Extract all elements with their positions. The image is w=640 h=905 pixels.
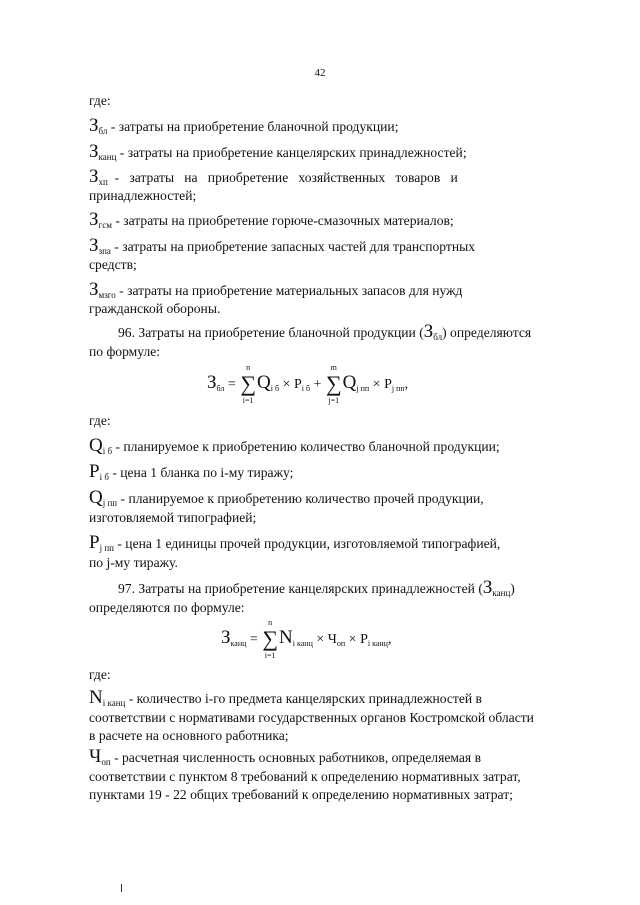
- scan-mark: [121, 884, 122, 892]
- definition-text: - расчетная численность основных работников, определяемая в: [110, 750, 481, 765]
- times-sign: ×: [282, 377, 291, 392]
- formula-z-kanc: [221, 618, 392, 660]
- definition-text: - затраты на приобретение хозяйственных товаров и: [107, 170, 458, 185]
- where-label-1: где:: [89, 93, 111, 108]
- definition-text: - планируемое к приобретению количество бланочной продукции;: [112, 439, 500, 454]
- subscript: зпа: [98, 246, 111, 256]
- definition-q-ib: [89, 435, 583, 462]
- symbol: З: [89, 209, 99, 230]
- subscript: канц: [98, 152, 117, 162]
- symbol: N: [89, 687, 103, 708]
- sum-lower-limit: i=1: [264, 651, 276, 660]
- sum-lower-limit: i=1: [242, 396, 254, 405]
- subscript: оп: [101, 757, 111, 767]
- equals-sign: =: [249, 632, 258, 647]
- p-symbol: P: [293, 377, 302, 392]
- definition-text: - цена 1 единицы прочей продукции, изготовляемой типографией,: [113, 536, 501, 551]
- paragraph-text: ) определяются: [442, 325, 532, 340]
- formula-end-comma: ,: [387, 632, 392, 647]
- where-label-2: где:: [89, 413, 111, 428]
- q-symbol: Q: [257, 372, 271, 393]
- sum-lower-limit: j=1: [328, 396, 340, 405]
- subscript: мзго: [98, 290, 116, 300]
- q-subscript: j пп: [356, 384, 370, 393]
- definition-text: - затраты на приобретение канцелярских принадлежностей;: [116, 145, 467, 160]
- symbol: З: [89, 279, 99, 300]
- sum-sign-1: ∑ n i=1: [240, 363, 256, 405]
- p-symbol: P: [384, 377, 392, 392]
- page-number: 42: [314, 67, 326, 79]
- subscript: хп: [98, 177, 108, 187]
- sum-sign: ∑ n i=1: [262, 618, 279, 660]
- subscript: i б: [102, 446, 113, 456]
- definition-p-jpp-cont: по j-му тиражу.: [89, 555, 178, 570]
- definition-z-zpa-cont: средств;: [89, 257, 137, 272]
- definition-z-hp-cont: принадлежностей;: [89, 188, 197, 203]
- times-sign: ×: [372, 377, 381, 392]
- paragraph-96-cont: по формуле:: [89, 344, 161, 359]
- definition-z-kanc: [89, 141, 583, 168]
- symbol: З: [89, 115, 99, 136]
- n-symbol: N: [279, 627, 293, 648]
- subscript: i б: [99, 472, 109, 482]
- definition-n-ikanc-cont2: в расчете на основного работника;: [89, 728, 289, 743]
- p-symbol: P: [360, 632, 368, 647]
- equals-sign: =: [227, 377, 236, 392]
- times-sign: ×: [348, 632, 357, 647]
- definition-q-jpp-cont: изготовляемой типографией;: [89, 510, 257, 525]
- subscript: бл: [98, 126, 108, 136]
- subscript: j пп: [99, 543, 114, 553]
- sum-sign-2: ∑ m j=1: [325, 363, 342, 405]
- symbol: Q: [89, 435, 103, 456]
- n-subscript: i канц: [292, 639, 313, 648]
- definition-z-bl: [89, 115, 583, 142]
- paragraph-text: 97. Затраты на приобретение канцелярских принадлежностей (: [118, 581, 483, 596]
- lhs-subscript: канц: [230, 639, 247, 648]
- definition-text: - затраты на приобретение запасных частей для транспортных: [110, 239, 476, 254]
- lhs-symbol: З: [221, 627, 231, 648]
- definition-text: - затраты на приобретение материальных запасов для нужд: [115, 283, 463, 298]
- p-subscript: i б: [301, 384, 311, 393]
- subscript: бл: [433, 332, 443, 342]
- formula-z-bl: [207, 363, 409, 405]
- p-subscript: j пп: [391, 384, 405, 393]
- ch-subscript: оп: [336, 639, 346, 648]
- paragraph-text: 96. Затраты на приобретение бланочной продукции (: [118, 325, 424, 340]
- definition-text: - затраты на приобретение бланочной продукции;: [107, 119, 399, 134]
- symbol: З: [482, 577, 493, 598]
- symbol: З: [89, 235, 99, 256]
- symbol: Q: [89, 487, 103, 508]
- symbol: З: [89, 141, 99, 162]
- definition-z-gsm: [89, 209, 583, 236]
- formula-end-comma: ,: [404, 377, 409, 392]
- symbol: Ч: [89, 746, 102, 767]
- p-subscript: i канц: [367, 639, 388, 648]
- subscript: гсм: [98, 220, 112, 230]
- lhs-subscript: бл: [216, 384, 225, 393]
- sum-upper-limit: n: [268, 618, 273, 627]
- symbol: З: [423, 321, 434, 342]
- definition-text: - цена 1 бланка по i-му тиражу;: [108, 465, 294, 480]
- definition-text: - количество i-го предмета канцелярских принадлежностей в: [125, 691, 482, 706]
- sum-upper-limit: n: [246, 363, 251, 372]
- definition-text: - планируемое к приобретению количество прочей продукции,: [117, 491, 484, 506]
- q-subscript: i б: [270, 384, 280, 393]
- definition-ch-op-cont: соответствии с пунктом 8 требований к определению нормативных затрат,: [89, 769, 521, 784]
- definition-ch-op-cont2: пунктами 19 - 22 общих требований к определению нормативных затрат;: [89, 787, 513, 802]
- definition-n-ikanc-cont: соответствии с нормативами государственных органов Костромской области: [89, 710, 534, 725]
- plus-sign: +: [313, 377, 322, 392]
- sum-upper-limit: m: [330, 363, 337, 372]
- symbol: P: [89, 461, 100, 482]
- where-label-3: где:: [89, 667, 111, 682]
- definition-p-ib: [89, 461, 583, 488]
- subscript: i канц: [102, 698, 126, 708]
- symbol: З: [89, 166, 99, 187]
- paragraph-97-cont: определяются по формуле:: [89, 600, 245, 615]
- lhs-symbol: З: [207, 372, 217, 393]
- subscript: канц: [492, 588, 511, 598]
- ch-symbol: Ч: [327, 632, 337, 647]
- definition-text: - затраты на приобретение горюче-смазочных материалов;: [111, 213, 454, 228]
- times-sign: ×: [316, 632, 325, 647]
- definition-z-mzgo-cont: гражданской обороны.: [89, 301, 221, 316]
- subscript: j пп: [102, 498, 118, 508]
- symbol: P: [89, 532, 100, 553]
- q-symbol: Q: [342, 372, 357, 393]
- paragraph-text: ): [510, 581, 515, 596]
